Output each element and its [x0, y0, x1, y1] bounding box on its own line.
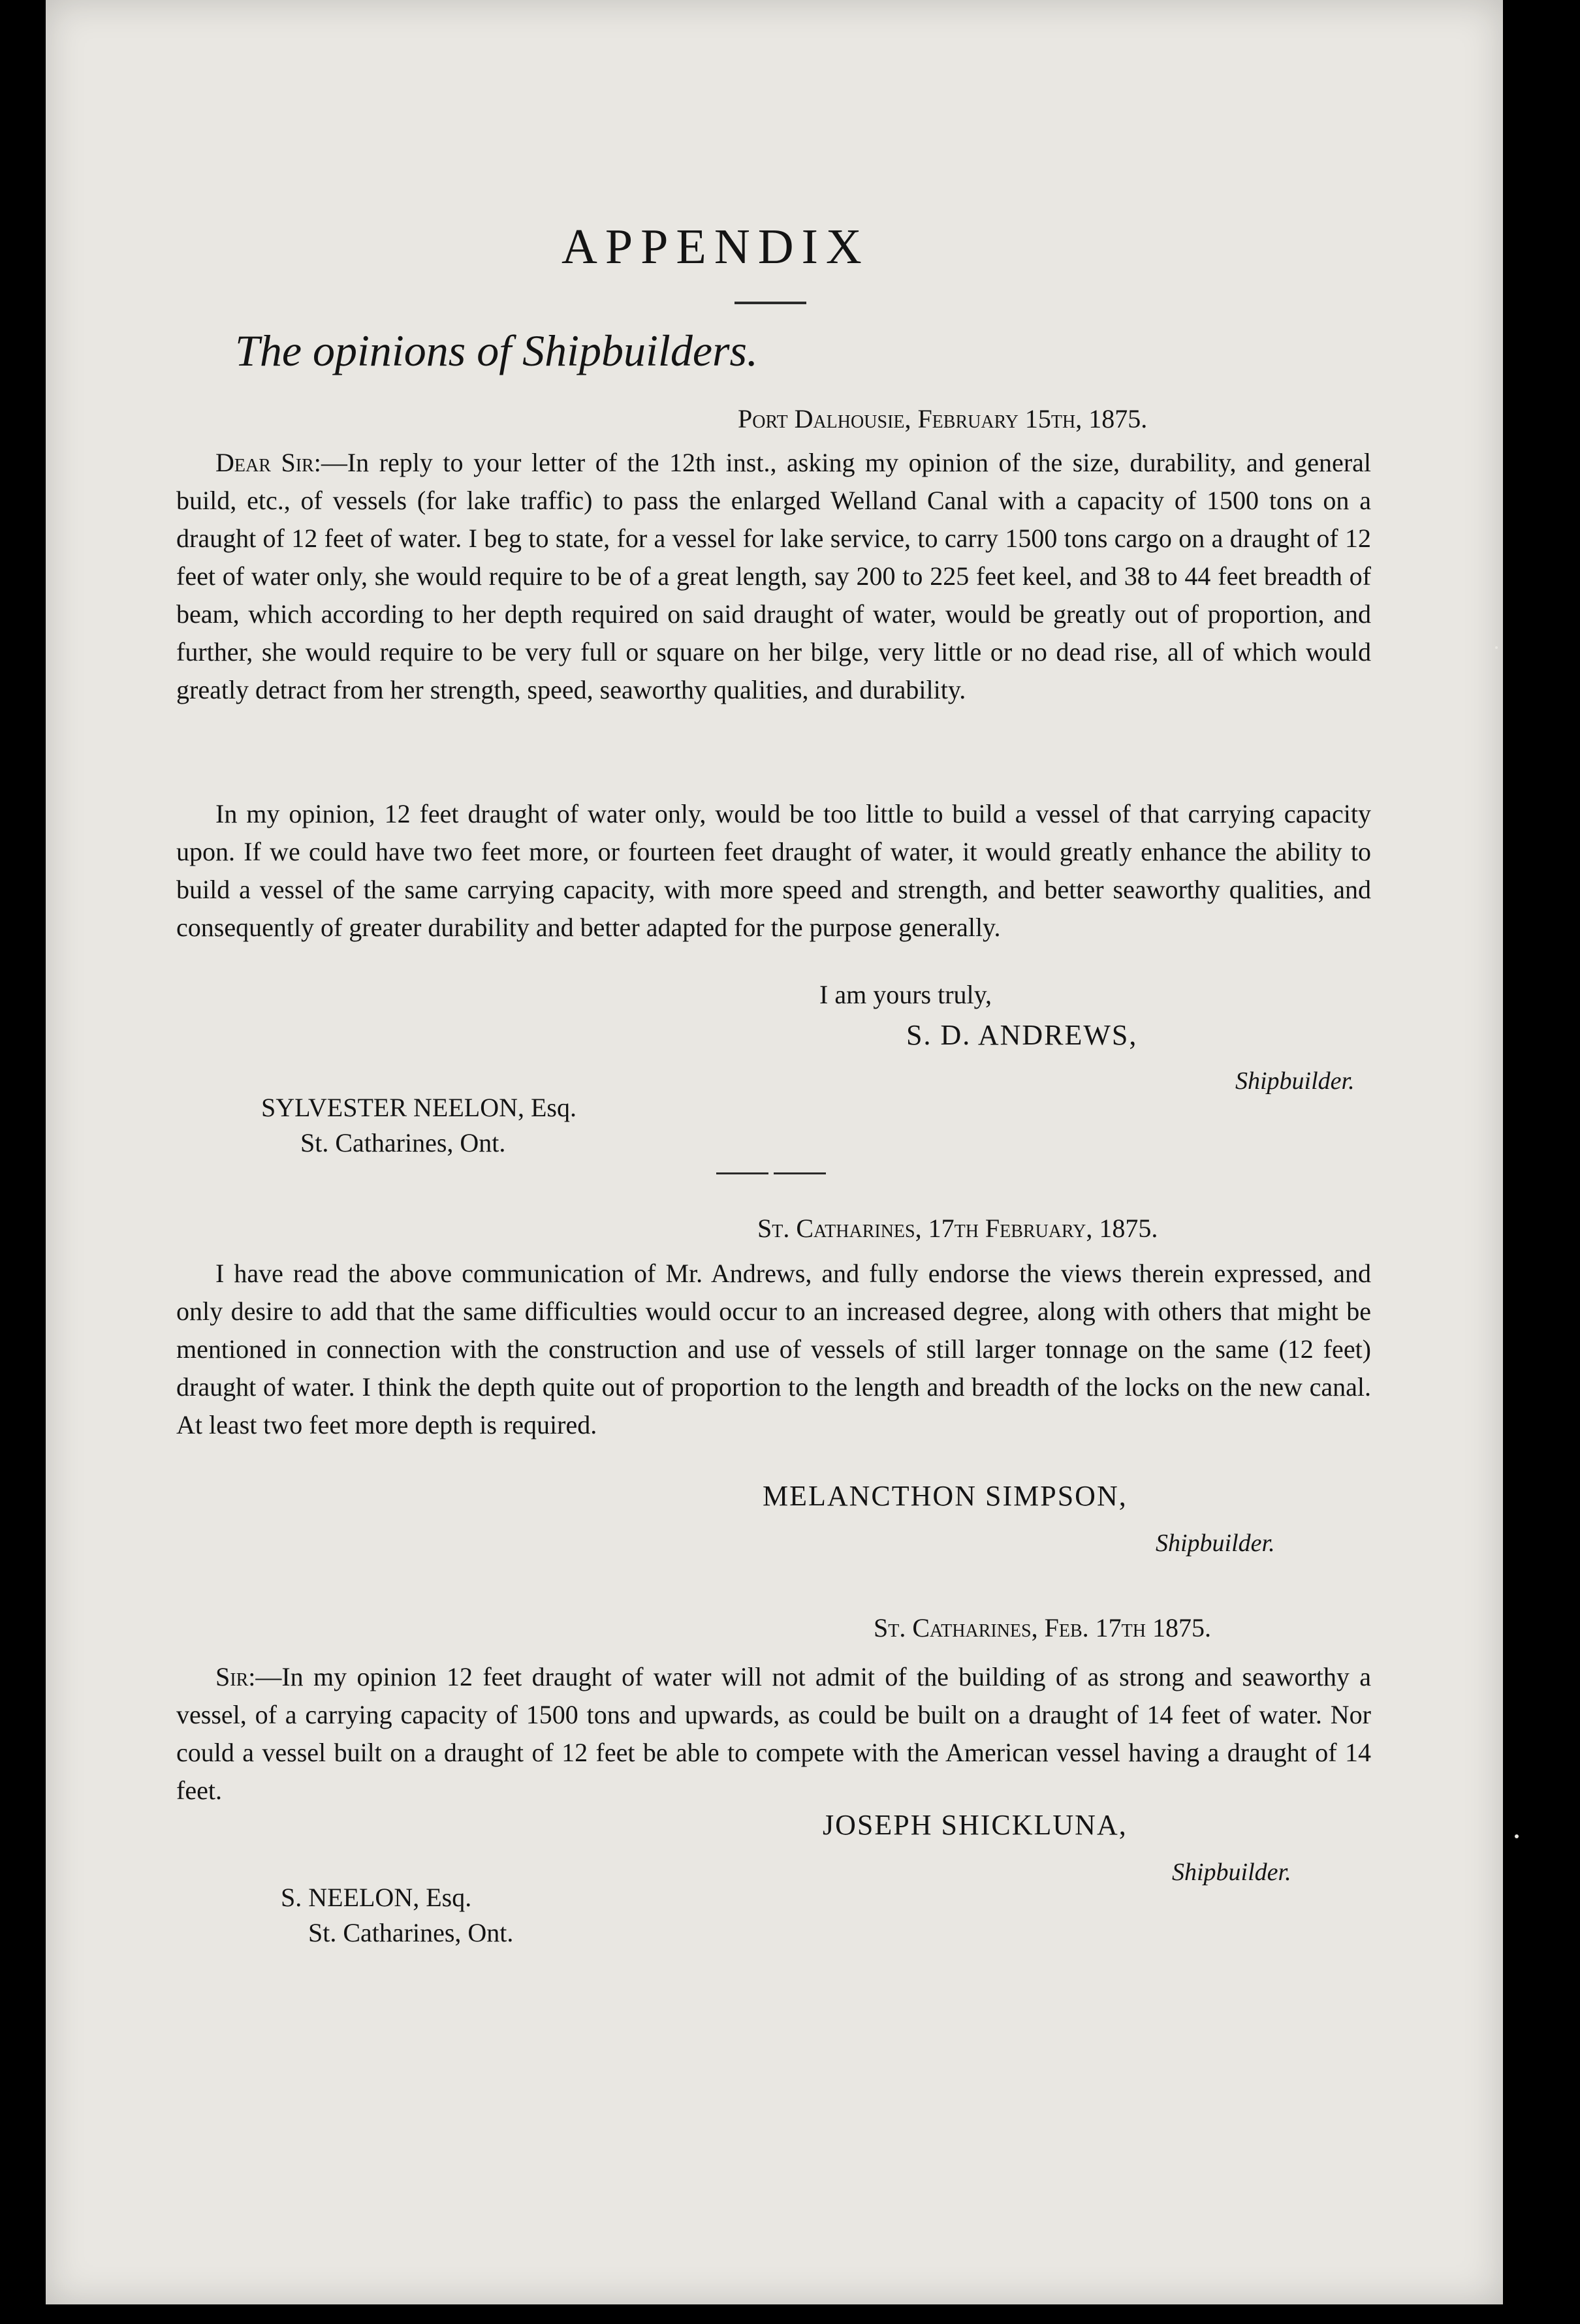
letter1-paragraph-2: In my opinion, 12 feet draught of water only, would be too little to build a vessel of that carrying capacity upon. If we could have two feet more, or fourteen feet draught of water, it would greatly enhance the ability to build a vessel of the same carrying capacity, with more speed and strength, and better seaworthy qualities, and consequently of greater durability and better adapted for the purpose generally.	[176, 799, 1371, 942]
letter2-dateline	[757, 1213, 1158, 1244]
letter1-addressee-place: St. Catharines, Ont.	[300, 1128, 506, 1157]
letter2-signature: MELANCTHON SIMPSON,	[763, 1480, 1128, 1512]
letter3-signer-role: Shipbuilder.	[1172, 1859, 1291, 1886]
letter3-body-1: —In my opinion 12 feet draught of water will not admit of the building of as strong and seaworthy a vessel, of a carrying capacity of 1500 tons and upwards, as could be built on a draught of 14 feet of water. Nor could a vessel built on a draught of 12 feet be able to compete with the American vessel having a draught of 14 feet.	[176, 1662, 1371, 1805]
title-divider	[735, 302, 806, 304]
letter3-addressee	[281, 1880, 513, 1951]
page-title: APPENDIX	[561, 219, 870, 274]
page-subtitle: The opinions of Shipbuilders.	[235, 326, 758, 375]
letter1-salutation: Dear Sir:	[215, 448, 321, 477]
letter3-dateline-text: St. Catharines, Feb. 17th 1875.	[874, 1613, 1211, 1642]
letter1-body-1: —In reply to your letter of the 12th inst., asking my opinion of the size, durability, and general build, etc., of vessels (for lake traffic) to pass the enlarged Welland Canal with a capacity of 1500 tons on a draught of 12 feet of water. I beg to state, for a vessel for lake service, to carry 1500 tons cargo on a draught of 12 feet of water only, she would require to be of a great length, say 200 to 225 feet keel, and 38 to 44 feet breadth of beam, which according to her depth required on said draught of water, would be greatly out of proportion, and further, she would require to be very full or square on her bilge, very little or no dead rise, all of which would greatly detract from her strength, speed, seaworthy qualities, and durability.	[176, 448, 1372, 704]
letter2-signer-role: Shipbuilder.	[1156, 1530, 1275, 1557]
letter3-dateline	[874, 1612, 1211, 1643]
section-divider-1b	[774, 1172, 826, 1174]
letter3-addressee-place: St. Catharines, Ont.	[308, 1918, 514, 1947]
letter1-paragraph-1	[176, 444, 1371, 709]
scan-speck	[1495, 646, 1498, 649]
section-divider-1	[716, 1172, 768, 1174]
letter3-salutation: Sir:	[215, 1662, 256, 1691]
letter1-addressee	[261, 1090, 577, 1161]
letter1-dateline	[738, 403, 1147, 434]
letter1-signer-role: Shipbuilder.	[1235, 1067, 1355, 1095]
letter3-addressee-name: S. NEELON, Esq.	[281, 1883, 472, 1912]
letter3-paragraph-1	[176, 1658, 1371, 1810]
letter3-signature: JOSEPH SHICKLUNA,	[823, 1809, 1128, 1841]
document-page	[46, 0, 1503, 2304]
letter1-signature: S. D. ANDREWS,	[906, 1019, 1138, 1051]
letter2-paragraph-1: I have read the above communication of Mr. Andrews, and fully endorse the views therein expressed, and only desire to add that the same difficulties would occur to an increased degree, along with others that might be mentioned in connection with the construction and use of vessels of still larger tonnage on the same (12 feet) draught of water. I think the depth quite out of proportion to the length and breadth of the locks on the new canal. At least two feet more depth is required.	[176, 1259, 1371, 1439]
letter1-closing: I am yours truly,	[819, 980, 992, 1009]
scan-speck	[1515, 1834, 1519, 1838]
letter1-addressee-name: SYLVESTER NEELON, Esq.	[261, 1093, 577, 1122]
letter1-dateline-text: Port Dalhousie, February 15th, 1875.	[738, 404, 1148, 433]
letter2-dateline-text: St. Catharines, 17th February, 1875.	[757, 1214, 1158, 1243]
